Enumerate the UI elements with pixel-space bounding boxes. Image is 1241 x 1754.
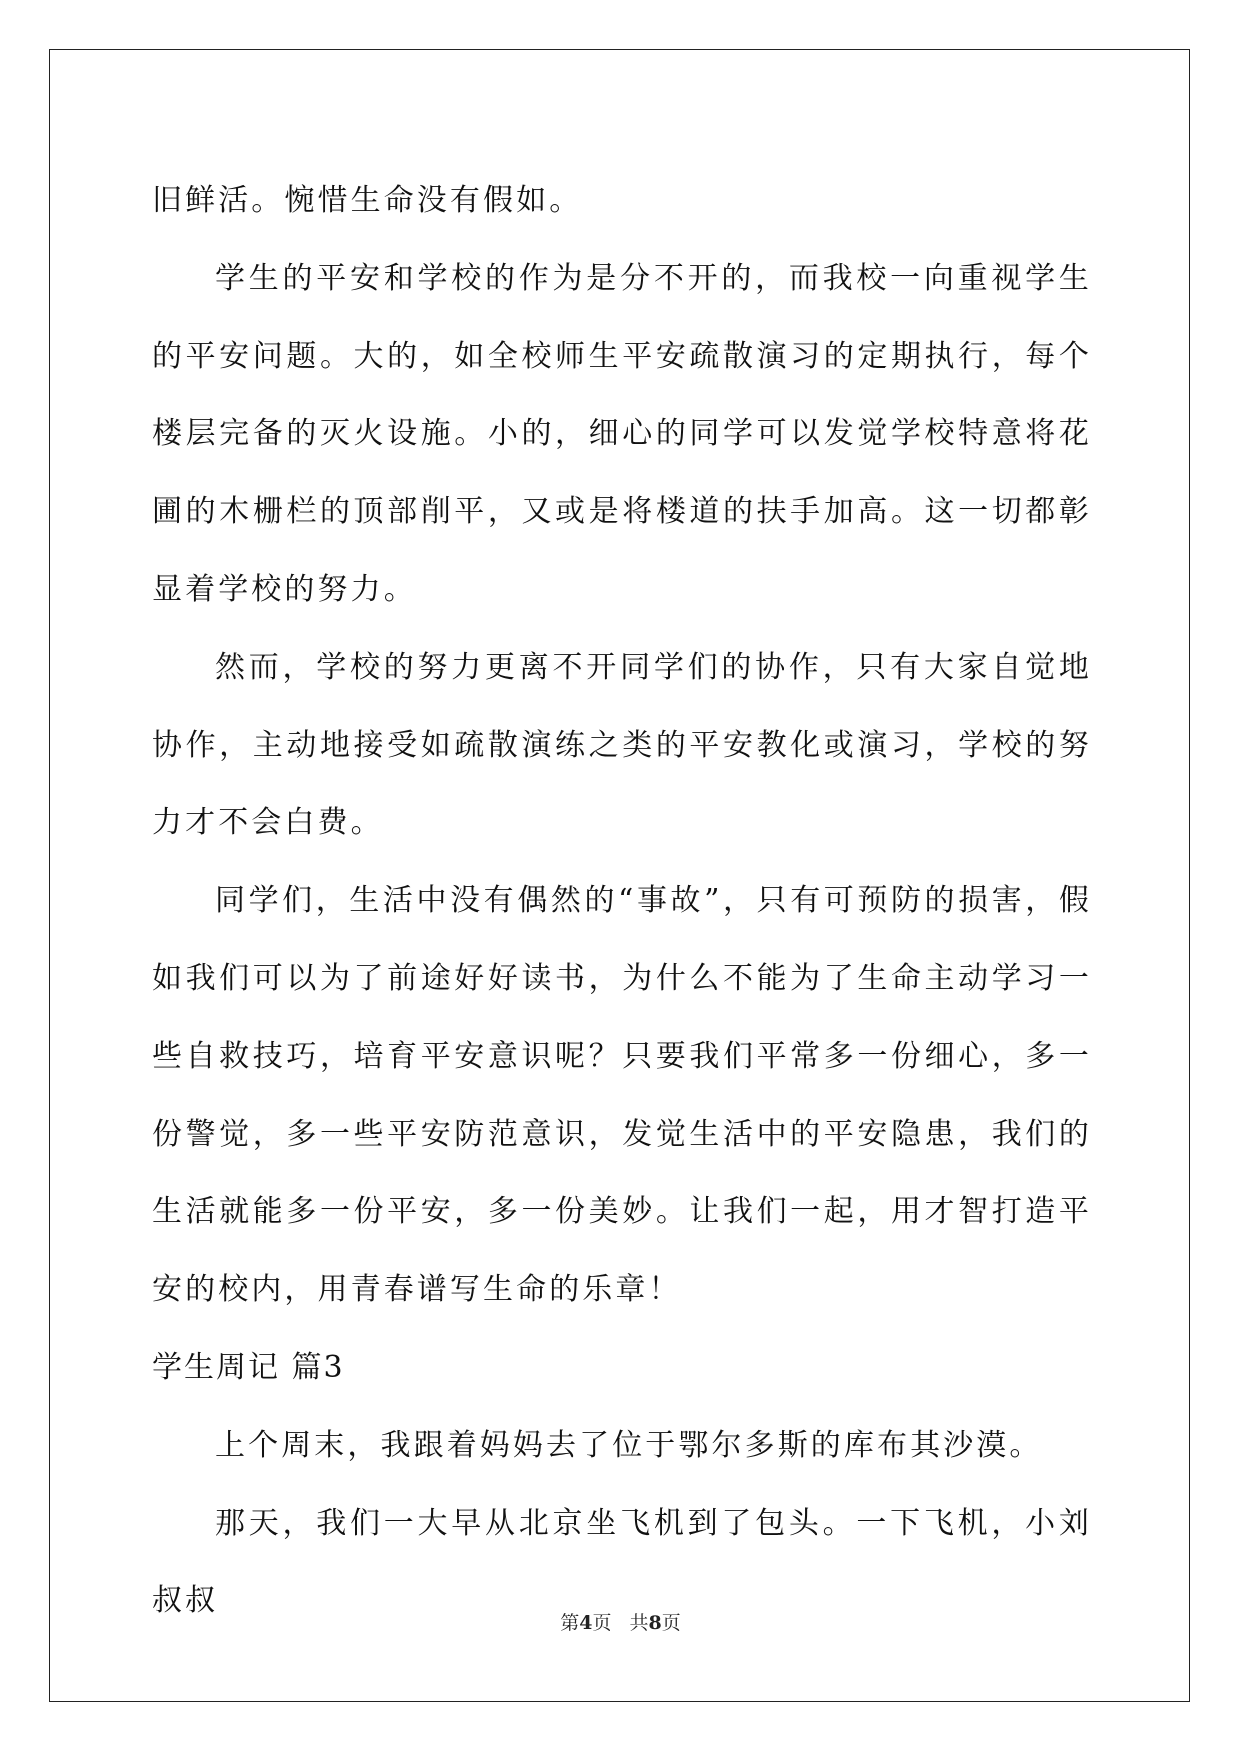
paragraph-continuation: 旧鲜活。惋惜生命没有假如。	[152, 183, 583, 218]
page-prefix: 第	[560, 1612, 580, 1634]
paragraph: 学生的平安和学校的作为是分不开的，而我校一向重视学生的平安问题。大的，如全校师生平安疏散演习的定期执行，每个楼层完备的灭火设施。小的，细心的同学可以发觉学校特意将花圃的木栅栏的顶部削平，又或是将楼道的扶手加高。这一切都彰显着学校的努力。	[152, 260, 1092, 607]
paragraph: 上个周末，我跟着妈妈去了位于鄂尔多斯的库布其沙漠。	[215, 1427, 1043, 1463]
total-suffix: 页	[661, 1612, 681, 1634]
page-suffix: 页	[592, 1612, 612, 1634]
page-current: 4	[579, 1612, 593, 1634]
paragraph: 同学们，生活中没有偶然的“事故”，只有可预防的损害，假如我们可以为了前途好好读书，为什么不能为了生命主动学习一些自救技巧，培育平安意识呢？只要我们平常多一份细心，多一份警觉，多一些平安防范意识，发觉生活中的平安隐患，我们的生活就能多一份平安，多一份美妙。让我们一起，用才智打造平安的校内，用青春谱写生命的乐章！	[152, 883, 1092, 1308]
document-body	[152, 162, 1092, 1640]
page-footer	[0, 1608, 1241, 1635]
section-heading: 学生周记 篇3	[152, 1349, 345, 1385]
paragraph: 然而，学校的努力更离不开同学们的协作，只有大家自觉地协作，主动地接受如疏散演练之类的平安教化或演习，学校的努力才不会白费。	[152, 649, 1092, 841]
total-prefix: 共	[629, 1612, 649, 1634]
paragraph: 那天，我们一大早从北京坐飞机到了包头。一下飞机，小刘叔叔	[152, 1505, 1092, 1619]
page-total: 8	[648, 1612, 662, 1634]
